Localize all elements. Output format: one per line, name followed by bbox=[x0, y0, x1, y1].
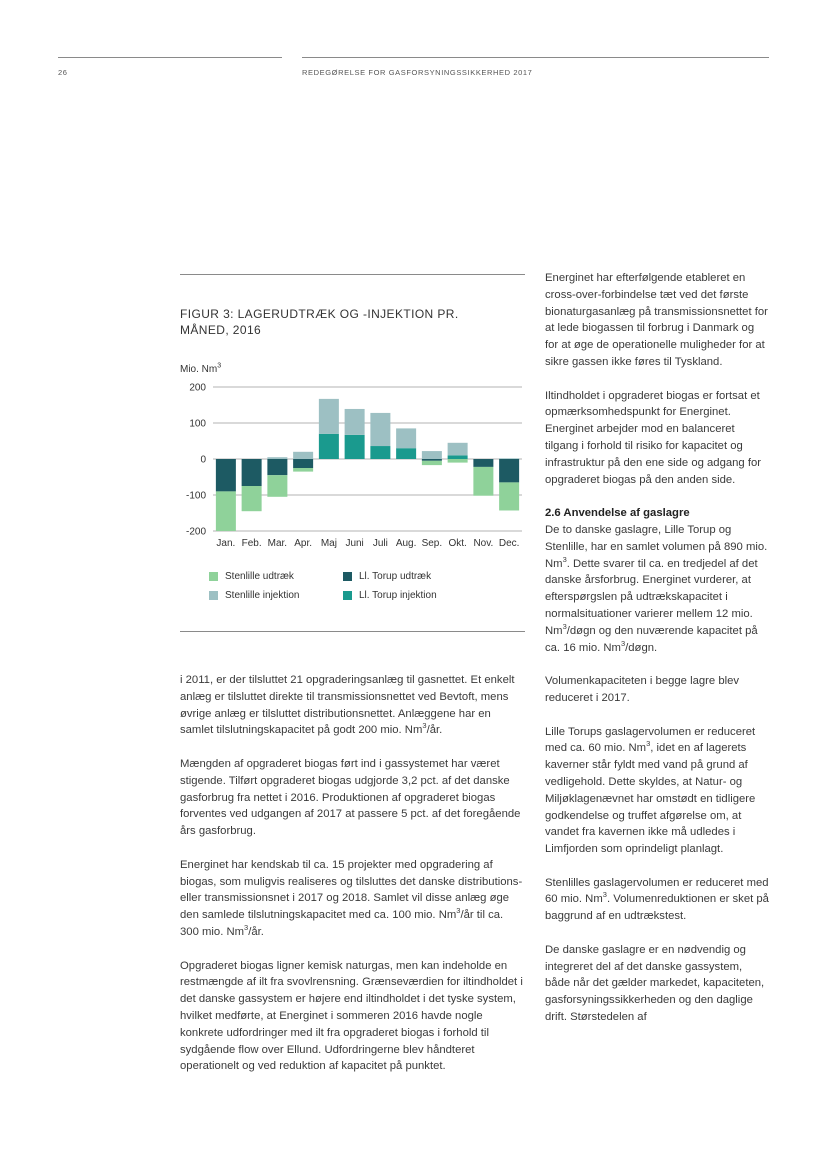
legend-item-stenlille-injektion: Stenlille injektion bbox=[209, 590, 300, 601]
figure-top-rule bbox=[180, 274, 525, 275]
legend-item-ll-torup-udtraek: Ll. Torup udtræk bbox=[343, 571, 431, 582]
paragraph: Stenlilles gaslagervolumen er reduceret med 60 mio. Nm$^3$. Volumenreduktionen er sket på baggrund af en udtrækstest. bbox=[545, 876, 769, 923]
y-tick-label: -100 bbox=[185, 490, 206, 502]
paragraph: Opgraderet biogas ligner kemisk naturgas, men kan indeholde en restmængde af ilt fra svovlrensning. Grænseværdien for iltindholdet i det danske gassystem er højere end iltindholdet i det tyske system, hvilket medførte, at Energinet i sommeren 2016 havde nogle konkrete udfordringer med ilt fra opgraderet biogas i forhold til sydgående flow over Ellund. Udfordringerne blev håndteret operationelt og ved reduktion af kapacitet på punktet. bbox=[180, 959, 523, 1073]
bar-ll-torup-injektion bbox=[345, 435, 365, 459]
bar-ll-torup-injektion bbox=[448, 455, 468, 459]
figure-bottom-rule bbox=[180, 631, 525, 632]
legend-item-ll-torup-injektion: Ll. Torup injektion bbox=[343, 590, 437, 601]
paragraph: Iltindholdet i opgraderet biogas er fortsat et opmærksomhedspunkt for Energinet. Energinet arbejder mod en balanceret tilgang i forhold til risiko for kapacitet og infrastruktur på den ene side og adgang for opgraderet biogas på den anden side. bbox=[545, 389, 762, 486]
bar-stenlille-injektion bbox=[319, 399, 339, 434]
legend-swatch bbox=[209, 591, 218, 600]
bar-stenlille-udtraek bbox=[499, 482, 519, 510]
x-tick-label: Sep. bbox=[421, 538, 443, 549]
header-rule-left bbox=[58, 57, 282, 58]
bar-stenlille-injektion bbox=[422, 451, 442, 459]
x-tick-label: Juni bbox=[345, 538, 364, 549]
x-tick-label: Dec. bbox=[498, 538, 520, 549]
legend-swatch bbox=[209, 572, 218, 581]
bar-ll-torup-udtraek bbox=[216, 459, 236, 491]
bar-stenlille-injektion bbox=[396, 428, 416, 448]
x-tick-label: Aug. bbox=[395, 538, 417, 549]
bar-ll-torup-udtraek bbox=[242, 459, 262, 486]
bar-ll-torup-injektion bbox=[319, 434, 339, 459]
right-column bbox=[545, 270, 769, 1043]
y-tick-label: 200 bbox=[189, 382, 206, 394]
x-tick-label: Jan. bbox=[216, 538, 236, 549]
bar-chart bbox=[180, 378, 525, 553]
bar-stenlille-injektion bbox=[267, 457, 287, 459]
bar-ll-torup-udtraek bbox=[267, 459, 287, 475]
legend-swatch bbox=[343, 591, 352, 600]
x-tick-label: Juli bbox=[372, 538, 388, 549]
bar-ll-torup-udtraek bbox=[293, 459, 313, 468]
figure-title: FIGUR 3: LAGERUDTRÆK OG -INJEKTION PR. MÅNED, 2016 bbox=[180, 307, 459, 337]
paragraph: Energinet har kendskab til ca. 15 projekter med opgradering af biogas, som muligvis realiseres og tilsluttes det danske distributions- eller transmissionsnet i 2017 og 2018. Samlet vil disse anlæg øge den samlede tilslutningskapacitet med ca. 100 mio. Nm$^3$/år til ca. 300 mio. Nm$^3$/år. bbox=[180, 858, 523, 938]
section-heading: 2.6 Anvendelse af gaslagre bbox=[545, 507, 690, 520]
page-number: 26 bbox=[58, 68, 68, 77]
y-tick-label: 100 bbox=[189, 418, 206, 430]
paragraph: Energinet har efterfølgende etableret en cross-over-forbindelse tæt ved det første bionaturgasanlæg på transmissionsnettet for at lede biogassen til forbrug i Danmark og for at øge de operationelle muligheder for at sikre gassen ikke føres til Tyskland. bbox=[545, 272, 768, 368]
bar-stenlille-udtraek bbox=[293, 468, 313, 472]
paragraph: De danske gaslagre er en nødvendig og integreret del af det danske gassystem, både når det gælder markedet, kapaciteten, gasforsyningssikkerheden og den daglige drift. Størstedelen af bbox=[545, 943, 765, 1024]
left-column bbox=[180, 672, 525, 1092]
bar-ll-torup-udtraek bbox=[473, 459, 493, 467]
y-tick-label: -200 bbox=[185, 526, 206, 538]
legend-swatch bbox=[343, 572, 352, 581]
y-tick-label: 0 bbox=[200, 454, 206, 466]
bar-stenlille-injektion bbox=[499, 458, 519, 459]
x-tick-label: Nov. bbox=[473, 538, 494, 549]
x-tick-label: Maj bbox=[320, 538, 337, 549]
bar-stenlille-injektion bbox=[370, 413, 390, 446]
legend-item-stenlille-udtraek: Stenlille udtræk bbox=[209, 571, 294, 582]
x-tick-label: Apr. bbox=[294, 538, 313, 549]
bar-ll-torup-udtraek bbox=[422, 459, 442, 461]
bar-stenlille-udtraek bbox=[448, 459, 468, 463]
bar-stenlille-injektion bbox=[448, 443, 468, 456]
bar-stenlille-injektion bbox=[345, 409, 365, 435]
bar-stenlille-udtraek bbox=[216, 491, 236, 531]
bar-ll-torup-udtraek bbox=[499, 459, 519, 482]
x-tick-label: Feb. bbox=[241, 538, 262, 549]
bar-stenlille-udtraek bbox=[242, 486, 262, 511]
running-title: REDEGØRELSE FOR GASFORSYNINGSSIKKERHED 2017 bbox=[302, 68, 533, 77]
bar-stenlille-udtraek bbox=[473, 467, 493, 496]
paragraph: Lille Torups gaslagervolumen er reduceret med ca. 60 mio. Nm$^3$, idet en af lagerets kaverner står fyldt med vand på grund af vedligehold. Dette skyldes, at Natur- og Miljøklagenævnet har omstødt en tidligere godkendelse og truffet afgørelse om, at vandet fra kavernen ikke må udledes i Limfjorden som oprindeligt planlagt. bbox=[545, 725, 756, 856]
x-tick-label: Okt. bbox=[448, 538, 467, 549]
paragraph: Mængden af opgraderet biogas ført ind i gassystemet har været stigende. Tilført opgraderet biogas udgjorde 3,2 pct. af det danske gasforbrug fra nettet i 2016. Produktionen af opgraderet biogas forventes ved udgangen af 2017 at passere 5 pct. af det foregående års gasforbrug. bbox=[180, 757, 521, 838]
bar-stenlille-injektion bbox=[293, 452, 313, 459]
paragraph: De to danske gaslagre, Lille Torup og Stenlille, har en samlet volumen på 890 mio. Nm$^3$. Dette svarer til ca. en tredjedel af det danske årsforbrug. Energinet vurderer, at efterspørgslen på udtrækskapacitet i normalsituationer varierer mellem 12 mio. Nm$^3$/døgn og den nuværende kapacitet på ca. 16 mio. Nm$^3$/døgn. bbox=[545, 523, 768, 654]
bar-ll-torup-injektion bbox=[396, 448, 416, 459]
paragraph: i 2011, er der tilsluttet 21 opgraderingsanlæg til gasnettet. Et enkelt anlæg er tilsluttet direkte til transmissionsnettet ved Bevtoft, mens øvrige anlæg er tilsluttet distributionsnettet. Anlæggene har en samlet tilslutningskapacitet på godt 200 mio. Nm$^3$/år. bbox=[180, 674, 515, 737]
chart-unit-label: Mio. Nm$^3$ bbox=[180, 362, 222, 375]
bar-ll-torup-injektion bbox=[370, 446, 390, 459]
bar-stenlille-udtraek bbox=[267, 475, 287, 497]
header-rule-right bbox=[302, 57, 769, 58]
x-tick-label: Mar. bbox=[267, 538, 288, 549]
bar-stenlille-udtraek bbox=[422, 461, 442, 465]
paragraph: Volumenkapaciteten i begge lagre blev reduceret i 2017. bbox=[545, 675, 740, 704]
